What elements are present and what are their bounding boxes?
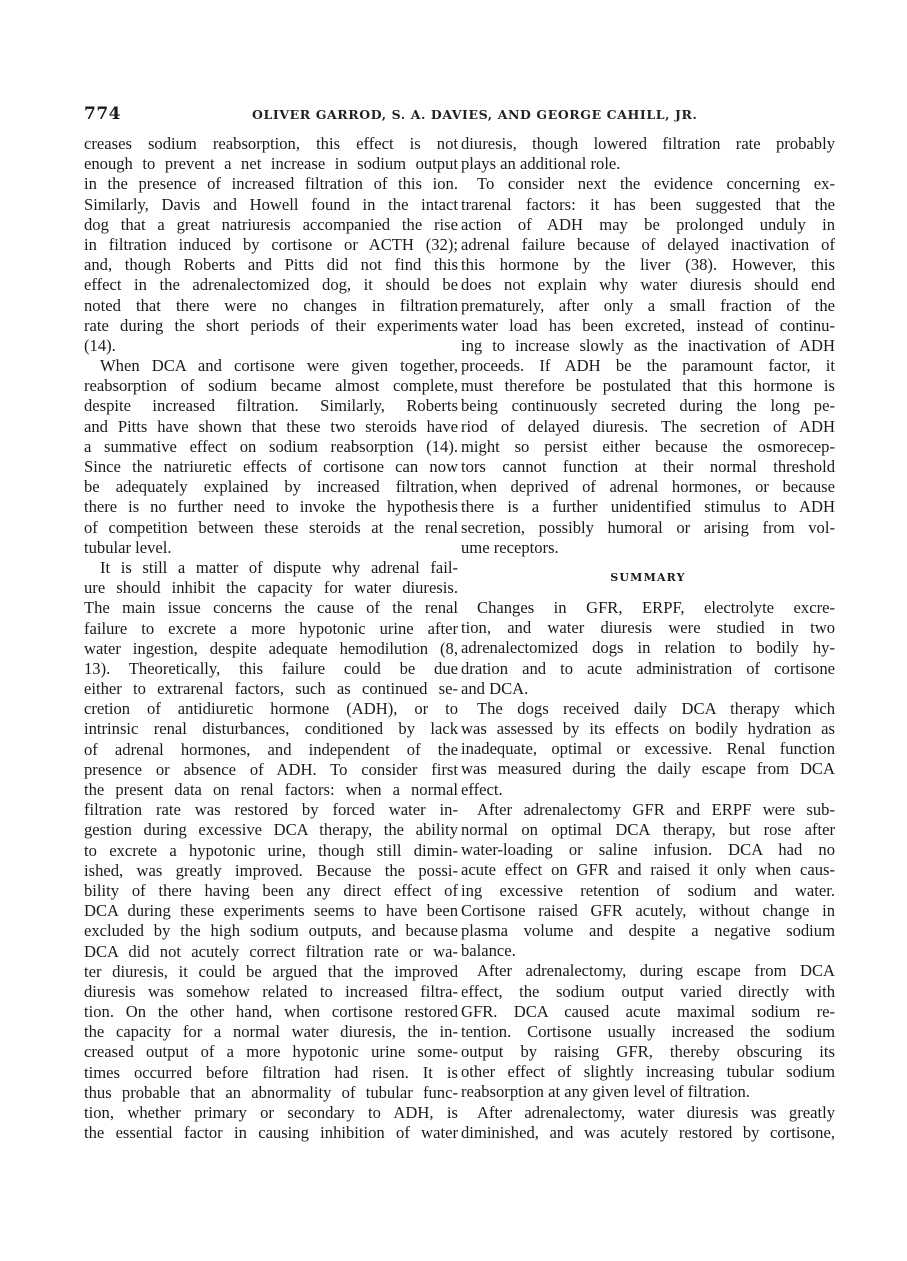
paragraph-start-line: After adrenalectomy, during escape from DCA <box>477 961 835 981</box>
paragraph-start-line: When DCA and cortisone were given together, <box>100 356 458 376</box>
text-line: The main issue concerns the cause of the renal <box>84 598 458 618</box>
text-line: of competition between these steroids at the renal <box>84 517 458 537</box>
text-line: be adequately explained by increased filtration, <box>84 477 458 497</box>
text-line: either to extrarenal factors, such as continued se- <box>84 679 458 699</box>
text-line: 13). Theoretically, this failure could be due <box>84 658 458 678</box>
text-line: tion, whether primary or secondary to ADH, is <box>84 1103 458 1122</box>
text-line: ished, was greatly improved. Because the possi- <box>84 860 458 880</box>
text-line: other effect of slightly increasing tubular sodium <box>461 1062 835 1082</box>
text-line: tion. On the other hand, when cortisone restored <box>84 1002 458 1022</box>
text-line: reabsorption of sodium became almost complete, <box>84 376 458 396</box>
text-line: was assessed by its effects on bodily hydration as <box>461 719 835 739</box>
paragraph-start-line: After adrenalectomy, water diuresis was greatly <box>477 1102 835 1122</box>
text-line: diminished, and was acutely restored by cortisone, <box>461 1122 835 1142</box>
text-line: ter diuresis, it could be argued that the improved <box>84 961 458 981</box>
text-line: the essential factor in causing inhibition of water <box>84 1123 458 1143</box>
text-line: acute effect on GFR and raised it only when caus- <box>461 860 835 880</box>
text-line: must therefore be postulated that this hormone is <box>461 376 835 396</box>
text-line: ing excessive retention of sodium and water. <box>461 880 835 900</box>
text-line: intrinsic renal disturbances, conditioned by lack <box>84 719 458 739</box>
text-line: riod of delayed diuresis. The secretion of ADH <box>461 416 835 436</box>
text-line: this hormone by the liver (38). However, this <box>461 255 835 275</box>
text-line: tors cannot function at their normal threshold <box>461 457 835 476</box>
text-line: enough to prevent a net increase in sodium output <box>84 154 458 174</box>
text-line: plasma volume and despite a negative sodium <box>461 920 835 940</box>
text-line: and DCA. <box>461 678 529 698</box>
text-line: adrenal failure because of delayed inactivation of <box>461 234 835 254</box>
text-line: dration and to acute administration of cortisone <box>461 658 835 678</box>
text-line: creased output of a more hypotonic urine some- <box>84 1042 458 1062</box>
text-line: thus probable that an abnormality of tubular func- <box>84 1082 458 1102</box>
paragraph-start-line: The dogs received daily DCA therapy which <box>477 698 835 718</box>
text-line: filtration rate was restored by forced water in- <box>84 800 458 820</box>
text-line: water-loading or saline infusion. DCA had no <box>461 840 835 860</box>
text-line: there is no further need to invoke the hypothesis <box>84 497 458 517</box>
text-line: times occurred before filtration had risen. It is <box>84 1062 458 1082</box>
text-line: Since the natriuretic effects of cortisone can now <box>84 457 458 476</box>
text-line: effect in the adrenalectomized dog, it should be <box>84 275 458 295</box>
paragraph-start-line: It is still a matter of dispute why adrenal fail- <box>100 557 458 577</box>
text-line: trarenal factors: it has been suggested that the <box>461 194 835 214</box>
text-line: DCA during these experiments seems to have been <box>84 901 458 921</box>
text-line: GFR. DCA caused acute maximal sodium re- <box>461 1001 835 1021</box>
text-line: bility of there having been any direct effect of <box>84 880 458 900</box>
text-line: of adrenal hormones, and independent of the <box>84 739 458 759</box>
page-number: 774 <box>84 104 121 124</box>
text-line: effect. <box>461 779 503 799</box>
text-line: tubular level. <box>84 537 172 557</box>
summary-heading: SUMMARY <box>610 570 686 584</box>
text-line: tion, and water diuresis were studied in two <box>461 618 835 638</box>
text-line: diuresis was somehow related to increased filtra- <box>84 981 458 1001</box>
text-line: when deprived of adrenal hormones, or because <box>461 477 835 497</box>
text-line: inadequate, optimal or excessive. Renal function <box>461 739 835 759</box>
text-line: creases sodium reabsorption, this effect is not <box>84 134 458 153</box>
text-line: effect, the sodium output varied directly with <box>461 981 835 1001</box>
text-line: ing to increase slowly as the inactivation of ADH <box>461 335 835 355</box>
text-line: (14). <box>84 335 116 355</box>
text-line: failure to excrete a more hypotonic urine after <box>84 618 458 638</box>
text-line: DCA did not acutely correct filtration rate or wa- <box>84 941 458 961</box>
text-line: the capacity for a normal water diuresis, the in- <box>84 1022 458 1042</box>
text-line: might so persist either because the osmorecep- <box>461 436 835 456</box>
text-line: proceeds. If ADH be the paramount factor, it <box>461 356 835 376</box>
text-line: tention. Cortisone usually increased the sodium <box>461 1021 835 1041</box>
text-line: and Pitts have shown that these two steroids have <box>84 416 458 436</box>
text-line: excluded by the high sodium outputs, and because <box>84 921 458 941</box>
text-line: ume receptors. <box>461 537 559 557</box>
running-head-authors: OLIVER GARROD, S. A. DAVIES, AND GEORGE CAHILL, JR. <box>252 107 698 122</box>
text-line: dog that a great natriuresis accompanied the rise <box>84 214 458 234</box>
text-line: a summative effect on sodium reabsorption (14). <box>84 436 458 456</box>
text-line: balance. <box>461 941 516 961</box>
text-line: water ingestion, despite adequate hemodilution (8, <box>84 638 458 658</box>
text-line: was measured during the daily escape from DCA <box>461 759 835 779</box>
text-line: normal on optimal DCA therapy, but rose after <box>461 820 835 839</box>
text-line: to excrete a hypotonic urine, though still dimin- <box>84 840 458 860</box>
text-line: does not explain why water diuresis should end <box>461 275 835 295</box>
text-line: reabsorption at any given level of filtration. <box>461 1082 750 1102</box>
text-line: the present data on renal factors: when a normal <box>84 780 458 799</box>
text-line: Similarly, Davis and Howell found in the intact <box>84 194 458 214</box>
text-line: and, though Roberts and Pitts did not find this <box>84 255 458 275</box>
text-line: ure should inhibit the capacity for water diuresis. <box>84 578 458 598</box>
text-line: being continuously secreted during the long pe- <box>461 396 835 416</box>
paragraph-start-line: After adrenalectomy GFR and ERPF were sub- <box>477 799 835 819</box>
text-line: gestion during excessive DCA therapy, the ability <box>84 820 458 840</box>
right-column <box>461 134 835 1143</box>
text-line: action of ADH may be prolonged unduly in <box>461 214 835 234</box>
text-line: Cortisone raised GFR acutely, without change in <box>461 900 835 920</box>
text-line: secretion, possibly humoral or arising from vol- <box>461 517 835 537</box>
text-line: despite increased filtration. Similarly, Roberts <box>84 396 458 416</box>
text-line: adrenalectomized dogs in relation to bodily hy- <box>461 638 835 658</box>
text-line: in filtration induced by cortisone or ACTH (32); <box>84 234 458 254</box>
paragraph-start-line: Changes in GFR, ERPF, electrolyte excre- <box>477 597 835 617</box>
text-line: in the presence of increased filtration of this ion. <box>84 174 458 194</box>
text-line: plays an additional role. <box>461 154 621 174</box>
text-line: presence or absence of ADH. To consider first <box>84 759 458 779</box>
text-line: diuresis, though lowered filtration rate probably <box>461 134 835 153</box>
text-line: there is a further unidentified stimulus to ADH <box>461 497 835 517</box>
text-line: cretion of antidiuretic hormone (ADH), or to <box>84 699 458 719</box>
page-header <box>84 104 824 124</box>
left-column <box>84 134 458 1143</box>
text-line: output by raising GFR, thereby obscuring its <box>461 1042 835 1062</box>
text-line: noted that there were no changes in filtration <box>84 295 458 315</box>
text-line: prematurely, after only a small fraction of the <box>461 295 835 315</box>
paragraph-start-line: To consider next the evidence concerning ex- <box>477 174 835 194</box>
text-line: water load has been excreted, instead of continu- <box>461 315 835 335</box>
text-line: rate during the short periods of their experiments <box>84 315 458 335</box>
